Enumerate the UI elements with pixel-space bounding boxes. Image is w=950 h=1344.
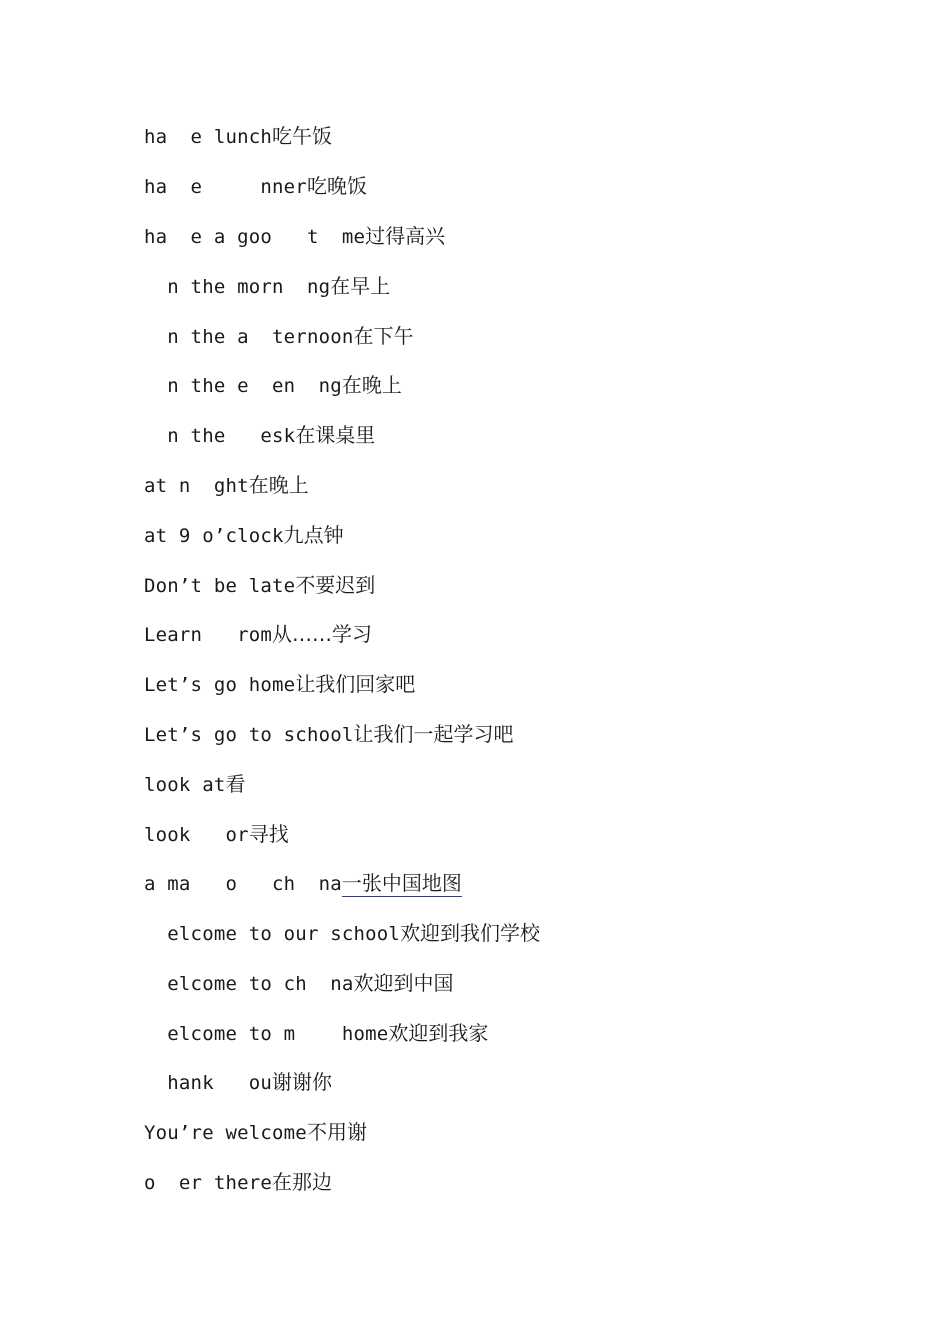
- english-phrase: n the a ternoon: [144, 326, 354, 348]
- chinese-translation: 在早上: [330, 274, 391, 298]
- chinese-translation: 一张中国地图: [341, 871, 462, 895]
- english-phrase: ha e nner: [144, 176, 307, 198]
- chinese-translation: 让我们一起学习吧: [353, 722, 514, 746]
- chinese-translation: 欢迎到中国: [353, 971, 454, 995]
- chinese-translation: 吃午饭: [272, 124, 333, 148]
- phrase-line: [144, 172, 367, 200]
- chinese-translation: 欢迎到我家: [388, 1021, 489, 1045]
- english-phrase: elcome to m home: [144, 1023, 389, 1045]
- phrase-line: [144, 371, 402, 399]
- english-phrase: hank ou: [144, 1072, 273, 1094]
- english-phrase: elcome to our school: [144, 923, 401, 945]
- phrase-line: [144, 122, 332, 150]
- chinese-translation: 在晚上: [341, 373, 402, 397]
- chinese-translation: 不要迟到: [295, 573, 376, 597]
- phrase-line: [144, 421, 375, 449]
- chinese-translation: 不用谢: [306, 1120, 367, 1144]
- chinese-translation: 在课桌里: [295, 423, 376, 447]
- english-phrase: You’re welcome: [144, 1122, 307, 1144]
- chinese-translation: 欢迎到我们学校: [400, 921, 541, 945]
- chinese-translation: 在晚上: [248, 473, 309, 497]
- english-phrase: elcome to ch na: [144, 973, 354, 995]
- phrase-line: [144, 720, 514, 748]
- english-phrase: Don’t be late: [144, 575, 296, 597]
- phrase-line: [144, 322, 414, 350]
- phrase-line: [144, 869, 462, 897]
- phrase-line: [144, 1118, 367, 1146]
- phrase-line: [144, 969, 454, 997]
- phrase-line: [144, 919, 540, 947]
- chinese-translation: 在下午: [353, 324, 414, 348]
- phrase-line: [144, 670, 415, 698]
- english-phrase: ha e a goo t me: [144, 226, 366, 248]
- english-phrase: look at: [144, 774, 226, 796]
- phrase-line: [144, 1168, 332, 1196]
- english-phrase: n the morn ng: [144, 276, 331, 298]
- english-phrase: at 9 o’clock: [144, 525, 284, 547]
- phrase-line: [144, 1068, 332, 1096]
- chinese-translation: 九点钟: [283, 523, 344, 547]
- english-phrase: a ma o ch na: [144, 873, 342, 895]
- phrase-line: [144, 770, 245, 798]
- english-phrase: ha e lunch: [144, 126, 273, 148]
- english-phrase: n the esk: [144, 425, 296, 447]
- phrase-line: [144, 521, 344, 549]
- chinese-translation: 寻找: [248, 822, 289, 846]
- english-phrase: o er there: [144, 1172, 273, 1194]
- chinese-translation: 在那边: [272, 1170, 333, 1194]
- phrase-line: [144, 1019, 488, 1047]
- phrase-line: [144, 272, 390, 300]
- chinese-translation: 过得高兴: [365, 224, 446, 248]
- phrase-line: [144, 820, 289, 848]
- chinese-translation: 看: [225, 772, 246, 796]
- phrase-line: [144, 471, 309, 499]
- phrase-line: [144, 222, 445, 250]
- chinese-translation: 谢谢你: [272, 1070, 333, 1094]
- english-phrase: Learn rom: [144, 624, 273, 646]
- english-phrase: Let’s go to school: [144, 724, 354, 746]
- english-phrase: Let’s go home: [144, 674, 296, 696]
- phrase-line: [144, 571, 375, 599]
- chinese-translation: 让我们回家吧: [295, 672, 416, 696]
- phrase-line: [144, 620, 372, 648]
- english-phrase: at n ght: [144, 475, 249, 497]
- english-phrase: look or: [144, 824, 249, 846]
- chinese-translation: 从……学习: [272, 622, 373, 646]
- english-phrase: n the e en ng: [144, 375, 342, 397]
- chinese-translation: 吃晚饭: [306, 174, 367, 198]
